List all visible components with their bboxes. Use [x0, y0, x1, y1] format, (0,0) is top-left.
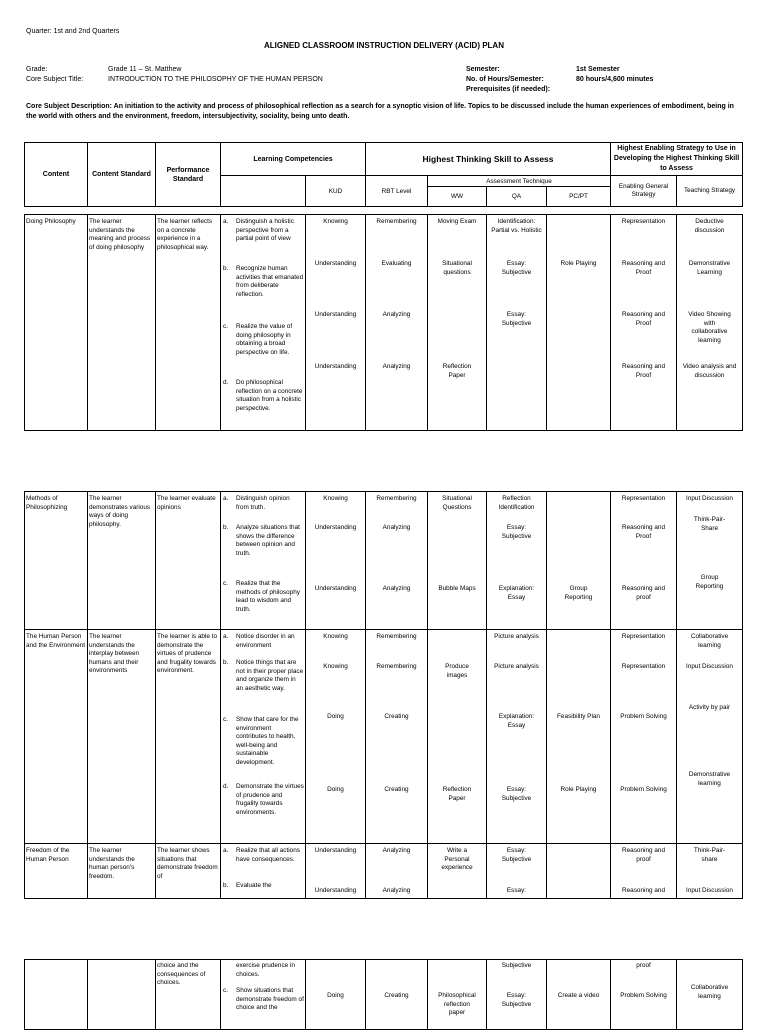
rbt-value: Analyzing [382, 524, 411, 531]
kud-value: Understanding [314, 311, 357, 318]
enabling-value: Reasoning and [622, 887, 665, 894]
list-item: a. Notice disorder in an environment [223, 633, 295, 649]
col-qa: QA [487, 187, 547, 207]
ww-value: Reflection Paper [442, 363, 472, 379]
teaching-value: Demonstrative Learning [688, 260, 731, 276]
teaching-value: Group Reporting [695, 574, 724, 590]
col-content: Content [25, 143, 88, 207]
list-item: b. Analyze situations that shows the difference between opinion and truth. [223, 524, 300, 557]
ww-value: Reflection Paper [442, 786, 472, 802]
pcpt-value: Role Playing [560, 786, 597, 793]
teaching-value: Video Showing with collaborative learning [688, 311, 731, 344]
row-performance-standard: The learner reflects on a concrete experience in a philosophical way. [157, 218, 213, 251]
acid-table-page2 [24, 491, 743, 899]
qa-value: Reflection Identification [498, 495, 535, 511]
qa-value: Identification: Partial vs. Holistic [491, 218, 542, 234]
rbt-value: Creating [384, 713, 409, 720]
quarter-label: Quarter: 1st and 2nd Quarters [26, 28, 120, 35]
col-assessment: Assessment Technique [428, 176, 611, 187]
list-item: c. Realize that the methods of philosophy lead to wisdom and truth. [223, 580, 300, 613]
list-item: a. Distinguish opinion from truth. [223, 495, 290, 511]
rbt-value: Analyzing [382, 363, 411, 370]
qa-value: Essay: Subjective [501, 260, 532, 276]
enabling-value: Reasoning and Proof [622, 260, 665, 276]
hours-value: 80 hours/4,600 minutes [576, 76, 654, 83]
enabling-value: Reasoning and proof [622, 847, 665, 863]
enabling-value: Reasoning and Proof [622, 311, 665, 327]
enabling-value: Representation [621, 218, 666, 225]
col-content-standard: Content Standard [88, 143, 156, 207]
table-row [25, 844, 743, 899]
enabling-value: Problem Solving [620, 992, 667, 999]
teaching-value: Demonstrative learning [688, 771, 731, 787]
teaching-value: Deductive discussion [694, 218, 725, 234]
ww-value: Write a Personal experience [441, 847, 473, 872]
list-item: d. Demonstrate the virtues of prudence and frugality towards environments. [223, 783, 304, 816]
qa-value: Essay: Subjective [501, 786, 532, 802]
enabling-value: Reasoning and Proof [622, 524, 665, 540]
pcpt-value: Role Playing [560, 260, 597, 267]
rbt-value: Analyzing [382, 585, 411, 592]
qa-value: Essay: Subjective [501, 847, 532, 863]
kud-value: Understanding [314, 260, 357, 267]
teaching-value: Video analysis and discussion [682, 363, 737, 379]
list-item: exercise prudence in choices. [236, 962, 295, 978]
list-item: a. Distinguish a holistic perspective from a partial point of view [223, 218, 294, 243]
list-item: c. Show situations that demonstrate freedom of choice and the [223, 987, 304, 1012]
row-content: Methods of Philosophizing [26, 495, 68, 511]
subject-label: Core Subject Title: [26, 76, 84, 83]
rbt-value: Remembering [376, 495, 417, 502]
acid-table-header [24, 142, 743, 207]
kud-value: Doing [327, 992, 344, 999]
col-learning-competencies: Learning Competencies [221, 143, 366, 176]
kud-value: Understanding [314, 847, 357, 854]
list-item: d. Do philosophical reflection on a concrete situation from a holistic perspective. [223, 379, 303, 412]
table-row [25, 492, 743, 630]
list-item: a. Realize that all actions have consequences. [223, 847, 300, 863]
rbt-value: Creating [384, 992, 409, 999]
list-item: b. Recognize human activities that emanated from deliberate reflection. [223, 265, 304, 298]
row-performance-standard: choice and the consequences of choices. [157, 962, 206, 987]
col-highest-thinking: Highest Thinking Skill to Assess [366, 143, 611, 176]
qa-value: Subjective [501, 962, 532, 969]
acid-table-page3 [24, 959, 743, 1030]
qa-value: Essay: Subjective [501, 311, 532, 327]
teaching-value: Collaborative learning [690, 633, 729, 649]
pcpt-value: Group Reporting [564, 585, 593, 601]
enabling-value: Problem Solving [620, 713, 667, 720]
enabling-value: Reasoning and proof [622, 585, 665, 601]
col-rbt: RBT Level [366, 176, 428, 207]
ww-value: Situational questions [442, 260, 472, 276]
kud-value: Understanding [314, 363, 357, 370]
enabling-value: proof [636, 962, 651, 969]
subject-description: Core Subject Description: An initiation to the activity and process of philosophical reflection as a search for a synoptic vision of life. Topics to be discussed include the human experiences of embodiment, being in the world with others and the environment, freedom, intersubjectivity, sociality, being unto death. [26, 103, 734, 120]
teaching-value: Think-Pair-Share [693, 516, 726, 532]
teaching-value: Think-Pair-share [693, 847, 726, 863]
qa-value: Essay: Subjective [501, 992, 532, 1008]
col-teaching-strategy: Teaching Strategy [677, 176, 743, 207]
col-pcpt: PC/PT [547, 187, 611, 207]
ww-value: Bubble Maps [438, 585, 476, 592]
teaching-value: Input Discussion [686, 887, 733, 894]
table-row [25, 630, 743, 844]
rbt-value: Analyzing [382, 847, 411, 854]
kud-value: Knowing [323, 218, 348, 225]
qa-value: Explanation: Essay [498, 585, 535, 601]
rbt-value: Evaluating [381, 260, 412, 267]
table-row [24, 214, 743, 431]
semester-value: 1st Semester [576, 66, 620, 73]
enabling-value: Reasoning and Proof [622, 363, 665, 379]
teaching-value: Input Discussion [686, 663, 733, 670]
col-ww: WW [428, 187, 487, 207]
rbt-value: Remembering [376, 633, 417, 640]
teaching-value: Collaborative learning [690, 984, 729, 1000]
col-kud: KUD [306, 176, 366, 207]
ww-value: Produce images [445, 663, 469, 679]
enabling-value: Representation [621, 495, 666, 502]
prerequisites-label: Prerequisites (if needed): [466, 86, 551, 93]
kud-value: Understanding [314, 585, 357, 592]
kud-value: Knowing [323, 495, 348, 502]
rbt-value: Creating [384, 786, 409, 793]
pcpt-value: Feasibility Plan [557, 713, 600, 720]
ww-value: Moving Exam [437, 218, 477, 225]
row-content-standard: The learner understands the interplay between humans and their environments [89, 633, 140, 675]
ww-value: Philosophical reflection paper [438, 992, 476, 1017]
row-content-standard: The learner understands the human person's freedom. [89, 847, 135, 880]
list-item: c. Show that care for the environment contributes to health, well-being and sustainable development. [223, 716, 299, 766]
subject-value: INTRODUCTION TO THE PHILOSOPHY OF THE HUMAN PERSON [108, 76, 323, 83]
kud-value: Understanding [314, 524, 357, 531]
qa-value: Essay: [506, 887, 527, 894]
kud-value: Understanding [314, 887, 357, 894]
enabling-value: Problem Solving [620, 786, 667, 793]
document-title: ALIGNED CLASSROOM INSTRUCTION DELIVERY (ACID) PLAN [263, 41, 504, 50]
qa-value: Picture analysis [494, 633, 539, 640]
kud-value: Knowing [323, 663, 348, 670]
list-item: b. Notice things that are not in their proper place and organize them in an aesthetic way. [223, 659, 304, 692]
teaching-value: Input Discussion [686, 495, 733, 502]
rbt-value: Analyzing [382, 887, 411, 894]
ww-value: Situational Questions [442, 495, 472, 511]
kud-value: Doing [327, 786, 344, 793]
list-item: c. Realize the value of doing philosophy in obtaining a broad perspective on life. [223, 323, 293, 356]
rbt-value: Remembering [376, 218, 417, 225]
row-performance-standard: The learner shows situations that demonstrate freedom of [157, 847, 218, 880]
qa-value: Explanation: Essay [498, 713, 535, 729]
row-performance-standard: The learner is able to demonstrate the virtues of prudence and frugality towards environment. [157, 633, 218, 675]
row-content: Freedom of the Human Person [26, 847, 70, 863]
enabling-value: Representation [621, 663, 666, 670]
hours-label: No. of Hours/Semester: [466, 76, 544, 83]
rbt-value: Remembering [376, 663, 417, 670]
list-item: b. Evaluate the [223, 882, 272, 889]
pcpt-value: Create a video [557, 992, 600, 999]
row-content-standard: The learner understands the meaning and process of doing philosophy [89, 218, 151, 251]
semester-label: Semester: [466, 66, 500, 73]
col-performance-standard: Performance Standard [156, 143, 221, 207]
kud-value: Knowing [323, 633, 348, 640]
grade-label: Grade: [26, 66, 48, 73]
rbt-value: Analyzing [382, 311, 411, 318]
kud-value: Doing [327, 713, 344, 720]
table-row [25, 960, 743, 1030]
teaching-value: Activity by pair [688, 704, 731, 711]
row-content: The Human Person and the Environment [26, 633, 85, 649]
qa-value: Essay: Subjective [501, 524, 532, 540]
enabling-value: Representation [621, 633, 666, 640]
grade-value: Grade 11 – St. Matthew [108, 66, 182, 73]
col-highest-enabling: Highest Enabling Strategy to Use in Developing the Highest Thinking Skill to Assess [611, 143, 743, 176]
qa-value: Picture analysis [494, 663, 539, 670]
col-enabling-general: Enabling General Strategy [611, 176, 677, 207]
row-performance-standard: The learner evaluate opinions [157, 495, 216, 511]
row-content: Doing Philosophy [26, 218, 76, 225]
row-content-standard: The learner demonstrates various ways of doing philosophy. [89, 495, 151, 528]
